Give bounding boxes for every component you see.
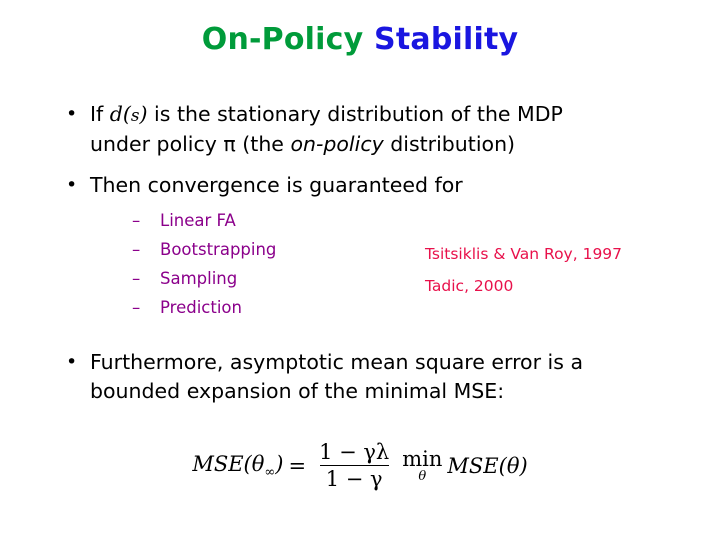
sub-bullet-linear-fa [132, 206, 676, 235]
equation-min-operator [402, 448, 442, 484]
bullet-3-line-2: bounded expansion of the minimal MSE: [90, 379, 505, 403]
bullet-marker: • [66, 174, 78, 196]
equation-inline [192, 440, 527, 491]
equation-rhs-name: MSE [447, 453, 499, 478]
sub-bullet-marker: – [132, 298, 141, 317]
equation-fraction [313, 440, 395, 491]
bullet-1-line-1 [90, 100, 676, 130]
page-title [0, 22, 720, 57]
bullet-3-line-1: Furthermore, asymptotic mean square error is a [90, 350, 584, 374]
equation-rhs-theta: θ [506, 453, 520, 478]
sub-bullet-label: Sampling [160, 269, 238, 288]
bullet-1-emphasis: on-policy [290, 132, 384, 156]
equation-lhs-theta: θ [251, 451, 265, 476]
title-part-on-policy: On-Policy [201, 22, 364, 57]
equation-min-label: min [402, 446, 443, 471]
bullet-1-line-1-pre: If [90, 102, 110, 126]
math-paren-close: ) [139, 102, 148, 126]
sub-bullet-marker: – [132, 211, 141, 230]
bullet-1-line-1-post: is the stationary distribution of the MDP [147, 102, 563, 126]
equation-rhs-paren-open: ( [498, 453, 507, 478]
citation-block [425, 238, 622, 302]
equation-min-subscript: θ [418, 468, 427, 484]
equation-fraction-numerator: 1 − γλ [319, 440, 390, 464]
sub-bullet-label: Prediction [160, 298, 242, 317]
citation-tsitsiklis-van-roy: Tsitsiklis & Van Roy, 1997 [425, 245, 623, 263]
math-d: d [109, 102, 123, 126]
equation-fraction-denominator: 1 − γ [320, 465, 389, 491]
equation-lhs-paren-open: ( [243, 451, 252, 476]
bullet-marker: • [66, 103, 78, 125]
equation-rhs [447, 454, 527, 478]
bullet-2-line-1: Then convergence is guaranteed for [90, 173, 463, 197]
equation-lhs-name: MSE [192, 451, 244, 476]
math-paren-open: ( [122, 102, 131, 126]
citation-tadic: Tadic, 2000 [425, 277, 514, 295]
bullet-1-line-2-pre: under policy π (the [90, 132, 291, 156]
bullet-item-3 [56, 348, 676, 406]
bullet-item-1 [56, 100, 676, 159]
sub-bullet-marker: – [132, 269, 141, 288]
equation-equals: = [288, 453, 307, 478]
equation-mse [0, 440, 720, 491]
equation-lhs [192, 452, 283, 480]
equation-rhs-paren-close: ) [519, 453, 528, 478]
sub-bullet-label: Bootstrapping [160, 240, 277, 259]
bullet-1-line-2-post: distribution) [383, 132, 516, 156]
equation-lhs-subscript: ∞ [264, 464, 276, 480]
sub-bullet-label: Linear FA [160, 211, 236, 230]
sub-bullet-marker: – [132, 240, 141, 259]
math-s: s [130, 105, 140, 125]
bullet-marker: • [66, 351, 78, 373]
equation-lhs-paren-close: ) [275, 451, 284, 476]
bullet-1-line-2 [90, 130, 676, 159]
title-part-stability: Stability [374, 22, 519, 57]
